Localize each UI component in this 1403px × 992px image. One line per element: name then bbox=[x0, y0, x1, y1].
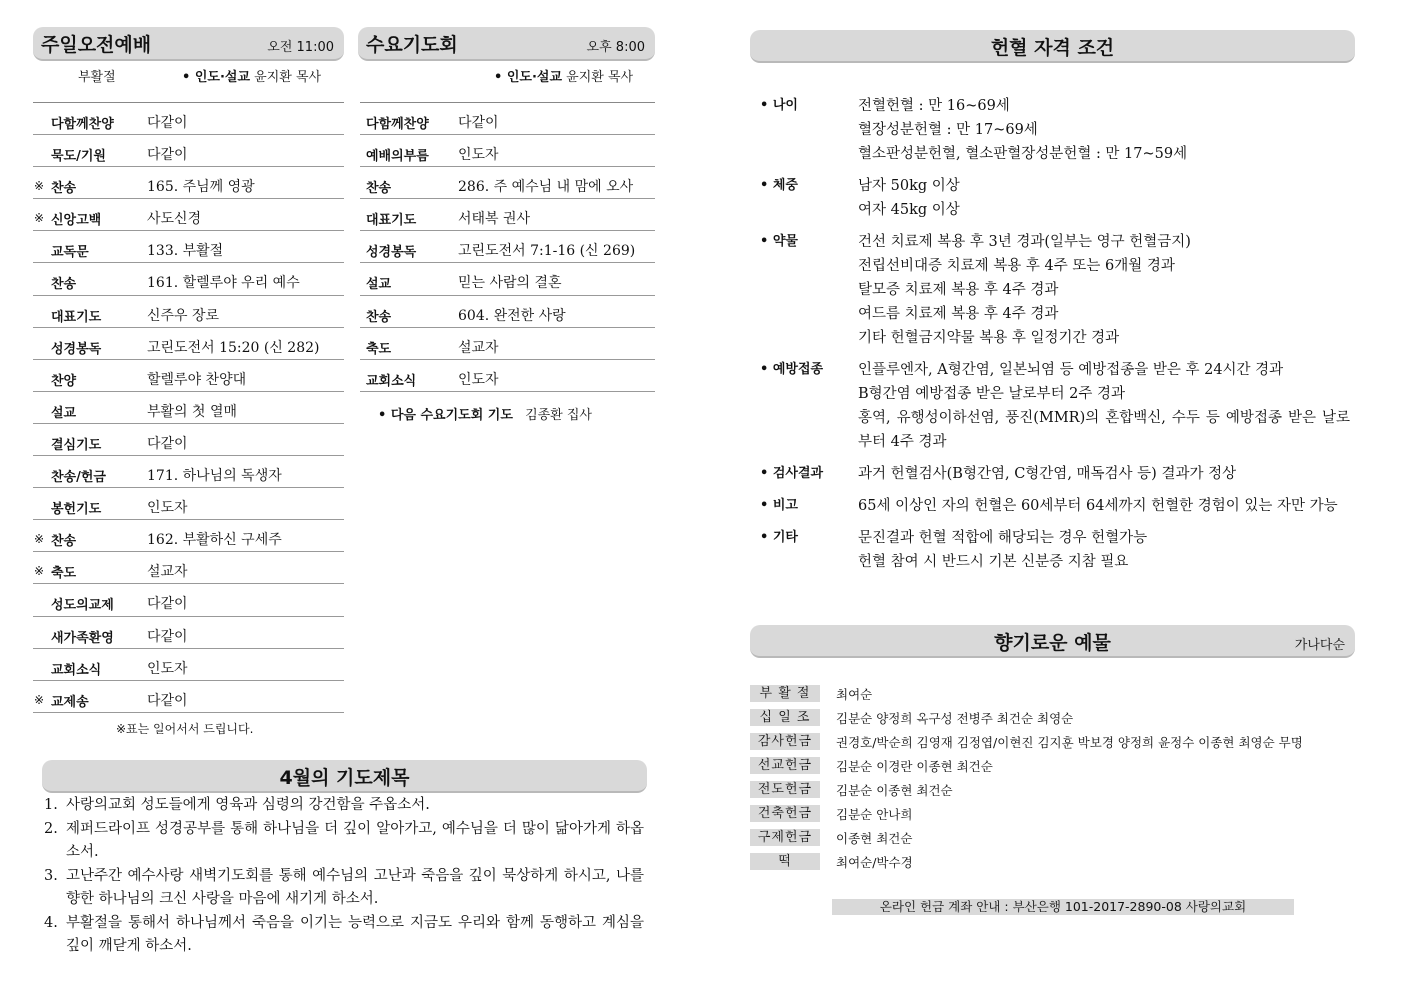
order-item-value: 604. 완전한 사랑 bbox=[458, 307, 566, 324]
sunday-order-row bbox=[33, 328, 344, 360]
blood-header bbox=[750, 30, 1355, 63]
condition-key: • 약물 bbox=[760, 234, 798, 249]
online-offering-account: 온라인 헌금 계좌 안내 : 부산은행 101-2017-2890-08 사랑의교회 bbox=[832, 899, 1294, 915]
condition-row bbox=[760, 494, 1350, 518]
prayer-text: 고난주간 예수사랑 새벽기도회를 통해 예수님의 고난과 죽음을 깊이 묵상하게 하시고, 나를 향한 하나님의 크신 사랑을 마음에 새기게 하소서. bbox=[66, 867, 644, 907]
prayer-number: 1. bbox=[44, 797, 58, 813]
order-item-value: 설교자 bbox=[147, 564, 188, 581]
prayer-text: 제퍼드라이프 성경공부를 통해 하나님을 더 깊이 알아가고, 예수님을 더 많이 닮아가게 하옵소서. bbox=[66, 820, 644, 860]
prayer-item bbox=[44, 912, 644, 959]
prayer-list bbox=[44, 794, 644, 959]
order-item-label: 대표기도 bbox=[366, 213, 417, 229]
condition-lines bbox=[858, 94, 1350, 166]
standing-mark: ※ bbox=[34, 211, 45, 226]
offering-category: 십 일 조 bbox=[750, 709, 820, 726]
condition-lines bbox=[858, 174, 1350, 222]
blood-title: 헌혈 자격 조건 bbox=[990, 37, 1115, 59]
wednesday-order-row bbox=[360, 199, 655, 231]
sunday-order-row bbox=[33, 552, 344, 584]
offering-category: 감사헌금 bbox=[750, 733, 820, 750]
order-item-label: 교독문 bbox=[51, 245, 89, 261]
order-item-value: 다같이 bbox=[147, 435, 188, 452]
order-item-value: 162. 부활하신 구세주 bbox=[147, 532, 282, 549]
condition-line: B형간염 예방접종 받은 날로부터 2주 경과 bbox=[858, 386, 1126, 402]
standing-mark: ※ bbox=[34, 692, 45, 707]
offering-category: 건축헌금 bbox=[750, 805, 820, 822]
condition-line: 65세 이상인 자의 헌혈은 60세부터 64세까지 헌혈한 경험이 있는 자만 가능 bbox=[858, 498, 1338, 514]
wednesday-service-title: 수요기도회 bbox=[366, 34, 458, 56]
wednesday-leader-name: 윤지환 목사 bbox=[566, 70, 634, 85]
order-item-value: 고린도전서 15:20 (신 282) bbox=[147, 339, 320, 356]
order-item-value: 인도자 bbox=[147, 500, 188, 517]
sunday-service-time: 오전 11:00 bbox=[267, 40, 334, 55]
order-item-label: 교회소식 bbox=[366, 373, 417, 389]
condition-line: 홍역, 유행성이하선염, 풍진(MMR)의 혼합백신, 수두 등 예방접종 받은 날로부터 4주 경과 bbox=[858, 410, 1350, 450]
order-item-label: 대표기도 bbox=[51, 309, 102, 325]
prayer-text: 부활절을 통해서 하나님께서 죽음을 이기는 능력으로 지금도 우리와 함께 동행하고 계심을 깊이 깨닫게 하소서. bbox=[66, 914, 644, 954]
sunday-leader-name: 윤지환 목사 bbox=[254, 70, 322, 85]
order-item-value: 133. 부활절 bbox=[147, 243, 224, 260]
condition-line: 인플루엔자, A형간염, 일본뇌염 등 예방접종을 받은 후 24시간 경과 bbox=[858, 362, 1284, 378]
offering-list bbox=[750, 683, 1355, 875]
order-item-label: 교제송 bbox=[51, 694, 89, 710]
condition-key: • 예방접종 bbox=[760, 362, 824, 377]
wednesday-order-row bbox=[360, 231, 655, 263]
order-item-value: 인도자 bbox=[147, 660, 188, 677]
order-item-value: 사도신경 bbox=[147, 211, 202, 228]
condition-line: 헌혈 참여 시 반드시 기본 신분증 지참 필요 bbox=[858, 554, 1129, 570]
sunday-service-title: 주일오전예배 bbox=[41, 34, 152, 56]
offering-names: 김분순 이경란 이종현 최건순 bbox=[836, 759, 993, 774]
condition-row bbox=[760, 94, 1350, 166]
sunday-order-row bbox=[33, 649, 344, 681]
offering-category: 전도헌금 bbox=[750, 781, 820, 798]
order-item-label: 찬송 bbox=[51, 181, 77, 197]
order-item-value: 서태복 권사 bbox=[458, 211, 531, 228]
wednesday-order-row bbox=[360, 360, 655, 392]
sunday-order-row bbox=[33, 617, 344, 649]
wednesday-leader bbox=[494, 66, 633, 85]
order-item-value: 할렐루야 찬양대 bbox=[147, 371, 247, 388]
sunday-order bbox=[33, 102, 344, 713]
condition-line: 건선 치료제 복용 후 3년 경과(일부는 영구 헌혈금지) bbox=[858, 234, 1191, 250]
order-item-label: 교회소식 bbox=[51, 662, 102, 678]
order-item-label: 찬송/헌금 bbox=[51, 470, 106, 486]
sunday-order-row bbox=[33, 360, 344, 392]
prayer-title: 4월의 기도제목 bbox=[279, 767, 410, 789]
order-item-label: 축도 bbox=[366, 341, 392, 357]
wednesday-service-time: 오후 8:00 bbox=[586, 40, 645, 55]
offering-category: 선교헌금 bbox=[750, 757, 820, 774]
condition-line: 혈장성분헌혈 : 만 17~69세 bbox=[858, 122, 1038, 138]
order-item-value: 다같이 bbox=[458, 115, 499, 131]
condition-line: 문진결과 헌혈 적합에 해당되는 경우 헌혈가능 bbox=[858, 530, 1148, 546]
order-item-label: 새가족환영 bbox=[51, 630, 114, 646]
sunday-order-row bbox=[33, 199, 344, 231]
order-item-label: 성경봉독 bbox=[51, 341, 102, 357]
condition-line: 혈소판성분헌혈, 혈소판혈장성분헌혈 : 만 17~59세 bbox=[858, 146, 1188, 162]
sunday-order-row bbox=[33, 167, 344, 199]
order-item-value: 믿는 사람의 결혼 bbox=[458, 275, 562, 292]
condition-line: 기타 헌혈금지약물 복용 후 일정기간 경과 bbox=[858, 330, 1120, 346]
sunday-occasion: 부활절 bbox=[78, 70, 116, 85]
order-item-label: 봉헌기도 bbox=[51, 502, 102, 518]
sunday-order-row bbox=[33, 456, 344, 488]
order-item-label: 신앙고백 bbox=[51, 213, 102, 229]
condition-line: 전립선비대증 치료제 복용 후 4주 또는 6개월 경과 bbox=[858, 258, 1175, 274]
order-item-label: 예배의부름 bbox=[366, 149, 429, 165]
offering-category: 구제헌금 bbox=[750, 829, 820, 846]
offering-row bbox=[750, 779, 1355, 803]
sunday-order-row bbox=[33, 520, 344, 552]
order-item-value: 다같이 bbox=[147, 147, 188, 164]
condition-lines bbox=[858, 494, 1350, 518]
condition-lines bbox=[858, 462, 1350, 486]
prayer-number: 3. bbox=[44, 867, 58, 884]
condition-key: • 비고 bbox=[760, 498, 798, 513]
offering-row bbox=[750, 755, 1355, 779]
order-item-label: 축도 bbox=[51, 566, 77, 582]
condition-lines bbox=[858, 526, 1350, 574]
order-item-value: 165. 주님께 영광 bbox=[147, 179, 255, 196]
next-wednesday-name: 김종환 집사 bbox=[525, 408, 592, 423]
condition-line: 여드름 치료제 복용 후 4주 경과 bbox=[858, 306, 1059, 322]
condition-row bbox=[760, 462, 1350, 486]
wednesday-leader-label: • 인도·설교 bbox=[494, 70, 563, 85]
sunday-standing-note: ※표는 일어서서 드립니다. bbox=[116, 722, 254, 736]
order-item-value: 설교자 bbox=[458, 339, 499, 356]
order-item-value: 161. 할렐루야 우리 예수 bbox=[147, 275, 300, 292]
order-item-label: 결심기도 bbox=[51, 437, 102, 453]
offering-row bbox=[750, 803, 1355, 827]
sunday-order-row bbox=[33, 681, 344, 713]
offering-row bbox=[750, 683, 1355, 707]
condition-lines bbox=[858, 230, 1350, 350]
condition-key: • 기타 bbox=[760, 530, 798, 545]
offering-row bbox=[750, 707, 1355, 731]
sunday-order-row bbox=[33, 263, 344, 295]
wednesday-order-row bbox=[360, 167, 655, 199]
prayer-number: 2. bbox=[44, 820, 58, 837]
standing-mark: ※ bbox=[34, 532, 45, 547]
offering-names: 김분순 이종현 최건순 bbox=[836, 783, 953, 798]
wednesday-order bbox=[360, 102, 655, 392]
wednesday-order-row bbox=[360, 135, 655, 167]
condition-line: 여자 45kg 이상 bbox=[858, 202, 960, 218]
condition-row bbox=[760, 174, 1350, 222]
sunday-order-row bbox=[33, 135, 344, 167]
prayer-text: 사랑의교회 성도들에게 영육과 심령의 강건함을 주옵소서. bbox=[66, 797, 430, 813]
order-item-value: 다같이 bbox=[147, 115, 188, 131]
order-item-label: 찬송 bbox=[51, 534, 77, 550]
offering-names: 최여순/박수경 bbox=[836, 855, 913, 870]
order-item-value: 인도자 bbox=[458, 147, 499, 164]
blood-conditions bbox=[760, 94, 1350, 574]
sunday-leader-label: • 인도·설교 bbox=[182, 70, 251, 85]
sunday-order-row bbox=[33, 392, 344, 424]
offering-names: 김분순 양정희 옥구성 전병주 최건순 최영순 bbox=[836, 711, 1074, 726]
order-item-label: 묵도/기원 bbox=[51, 149, 106, 165]
offering-row bbox=[750, 851, 1355, 875]
condition-key: • 나이 bbox=[760, 98, 798, 113]
order-item-value: 부활의 첫 열매 bbox=[147, 403, 238, 420]
order-item-value: 인도자 bbox=[458, 371, 499, 388]
condition-row bbox=[760, 526, 1350, 574]
wednesday-service-header bbox=[358, 27, 655, 61]
prayer-item bbox=[44, 794, 644, 818]
wednesday-order-row bbox=[360, 263, 655, 295]
order-item-value: 다같이 bbox=[147, 596, 188, 613]
offering-header bbox=[750, 625, 1355, 658]
prayer-number: 4. bbox=[44, 914, 58, 931]
sunday-order-row bbox=[33, 488, 344, 520]
order-item-label: 찬송 bbox=[366, 181, 392, 197]
prayer-item bbox=[44, 818, 644, 865]
offering-category: 부 활 절 bbox=[750, 685, 820, 702]
next-wednesday-prayer bbox=[378, 404, 592, 423]
order-item-label: 찬양 bbox=[51, 373, 77, 389]
next-wednesday-label: • 다음 수요기도회 기도 bbox=[378, 408, 513, 423]
order-item-label: 성도의교제 bbox=[51, 598, 114, 614]
condition-line: 남자 50kg 이상 bbox=[858, 178, 960, 194]
standing-mark: ※ bbox=[34, 179, 45, 194]
sunday-order-row bbox=[33, 584, 344, 616]
order-item-value: 171. 하나님의 독생자 bbox=[147, 468, 282, 485]
standing-mark: ※ bbox=[34, 564, 45, 579]
offering-names: 최여순 bbox=[836, 687, 873, 702]
offering-category: 떡 bbox=[750, 853, 820, 870]
condition-row bbox=[760, 230, 1350, 350]
offering-title: 향기로운 예물 bbox=[994, 632, 1111, 654]
offering-row bbox=[750, 731, 1355, 755]
order-item-label: 설교 bbox=[51, 405, 77, 421]
wednesday-order-row bbox=[360, 103, 655, 135]
offering-names: 이종현 최건순 bbox=[836, 831, 913, 846]
order-item-value: 신주우 장로 bbox=[147, 307, 220, 324]
sunday-service-header bbox=[33, 27, 344, 61]
order-item-label: 다함께찬양 bbox=[366, 117, 429, 132]
condition-row bbox=[760, 358, 1350, 454]
offering-order-note: 가나다순 bbox=[1294, 638, 1345, 653]
sunday-order-row bbox=[33, 231, 344, 263]
sunday-order-row bbox=[33, 424, 344, 456]
offering-row bbox=[750, 827, 1355, 851]
order-item-value: 다같이 bbox=[147, 692, 188, 709]
condition-line: 탈모증 치료제 복용 후 4주 경과 bbox=[858, 282, 1059, 298]
order-item-label: 설교 bbox=[366, 277, 392, 293]
condition-key: • 체중 bbox=[760, 178, 798, 193]
wednesday-order-row bbox=[360, 296, 655, 328]
wednesday-order-row bbox=[360, 328, 655, 360]
condition-key: • 검사결과 bbox=[760, 466, 824, 481]
prayer-item bbox=[44, 865, 644, 912]
offering-names: 김분순 안나희 bbox=[836, 807, 913, 822]
condition-line: 전혈헌혈 : 만 16~69세 bbox=[858, 98, 1010, 114]
order-item-value: 다같이 bbox=[147, 628, 188, 645]
offering-names: 권경호/박순희 김영재 김정엽/이현진 김지훈 박보경 양정희 윤정수 이종현 최영순 무명 bbox=[836, 735, 1303, 750]
condition-lines bbox=[858, 358, 1350, 454]
order-item-value: 고린도전서 7:1-16 (신 269) bbox=[458, 243, 636, 260]
sunday-order-row bbox=[33, 103, 344, 135]
prayer-header bbox=[42, 760, 647, 793]
sunday-leader bbox=[182, 66, 321, 85]
order-item-value: 286. 주 예수님 내 맘에 오사 bbox=[458, 179, 634, 196]
sunday-order-row bbox=[33, 296, 344, 328]
order-item-label: 찬송 bbox=[366, 309, 392, 325]
order-item-label: 다함께찬양 bbox=[51, 117, 114, 132]
order-item-label: 성경봉독 bbox=[366, 245, 417, 261]
order-item-label: 찬송 bbox=[51, 277, 77, 293]
condition-line: 과거 헌혈검사(B형간염, C형간염, 매독검사 등) 결과가 정상 bbox=[858, 466, 1237, 482]
